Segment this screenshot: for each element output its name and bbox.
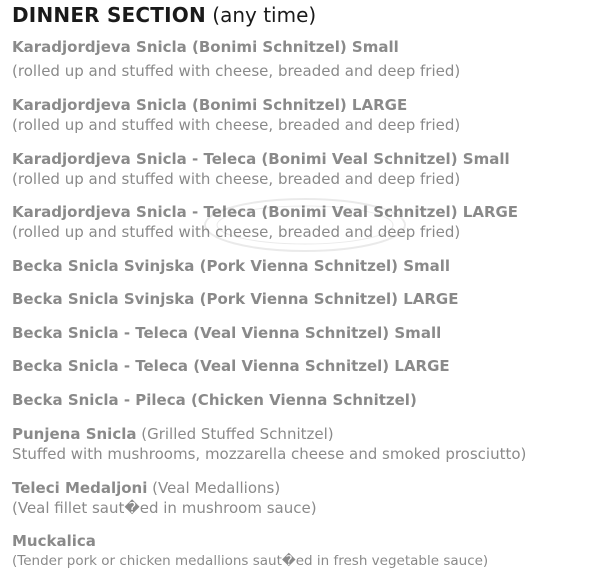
menu-item bbox=[12, 424, 526, 464]
menu-item-description: Stuffed with mushrooms, mozzarella cheese and smoked prosciutto) bbox=[12, 445, 527, 463]
menu-item-name: Karadjordjeva Snicla - Teleca (Bonimi Veal Schnitzel) Small bbox=[12, 150, 510, 168]
menu-item bbox=[12, 323, 441, 343]
menu-item-note: (Veal Medallions) bbox=[147, 479, 281, 497]
menu-item-description: (rolled up and stuffed with cheese, breaded and deep fried) bbox=[12, 223, 461, 241]
menu-item-name: Becka Snicla - Pileca (Chicken Vienna Schnitzel) bbox=[12, 391, 417, 409]
menu-item-description: (Veal fillet saut�ed in mushroom sauce) bbox=[12, 499, 317, 517]
menu-item-name: Becka Snicla Svinjska (Pork Vienna Schnitzel) LARGE bbox=[12, 290, 459, 308]
menu-item-name: Karadjordjeva Snicla (Bonimi Schnitzel) LARGE bbox=[12, 96, 408, 114]
menu-item-name: Karadjordjeva Snicla - Teleca (Bonimi Veal Schnitzel) LARGE bbox=[12, 203, 519, 221]
menu-item bbox=[12, 256, 450, 276]
menu-item bbox=[12, 37, 460, 81]
menu-item-description: (rolled up and stuffed with cheese, breaded and deep fried) bbox=[12, 170, 461, 188]
menu-item bbox=[12, 289, 458, 309]
menu-item bbox=[12, 149, 510, 189]
section-title-suffix: (any time) bbox=[205, 3, 317, 27]
menu-item bbox=[12, 95, 460, 135]
menu-item-description: (rolled up and stuffed with cheese, breaded and deep fried) bbox=[12, 62, 461, 80]
menu-item-name: Muckalica bbox=[12, 532, 96, 550]
menu-item-name: Becka Snicla Svinjska (Pork Vienna Schnitzel) Small bbox=[12, 257, 451, 275]
menu-item-name: Karadjordjeva Snicla (Bonimi Schnitzel) Small bbox=[12, 38, 399, 56]
menu-item bbox=[12, 531, 488, 571]
menu-item-name: Punjena Snicla bbox=[12, 425, 137, 443]
menu-item-name: Teleci Medaljoni bbox=[12, 479, 148, 497]
menu-item-name: Becka Snicla - Teleca (Veal Vienna Schnitzel) LARGE bbox=[12, 357, 450, 375]
menu-item bbox=[12, 356, 450, 376]
menu-item-note: (Grilled Stuffed Schnitzel) bbox=[136, 425, 334, 443]
menu-item-description: (Tender pork or chicken medallions saut�ed in fresh vegetable sauce) bbox=[12, 553, 489, 569]
menu-item bbox=[12, 478, 317, 518]
menu-item bbox=[12, 202, 518, 242]
section-title bbox=[12, 2, 316, 28]
section-title-bold: DINNER SECTION bbox=[12, 3, 206, 27]
menu-item-description: (rolled up and stuffed with cheese, breaded and deep fried) bbox=[12, 116, 461, 134]
menu-item-name: Becka Snicla - Teleca (Veal Vienna Schnitzel) Small bbox=[12, 324, 442, 342]
menu-item bbox=[12, 390, 417, 410]
